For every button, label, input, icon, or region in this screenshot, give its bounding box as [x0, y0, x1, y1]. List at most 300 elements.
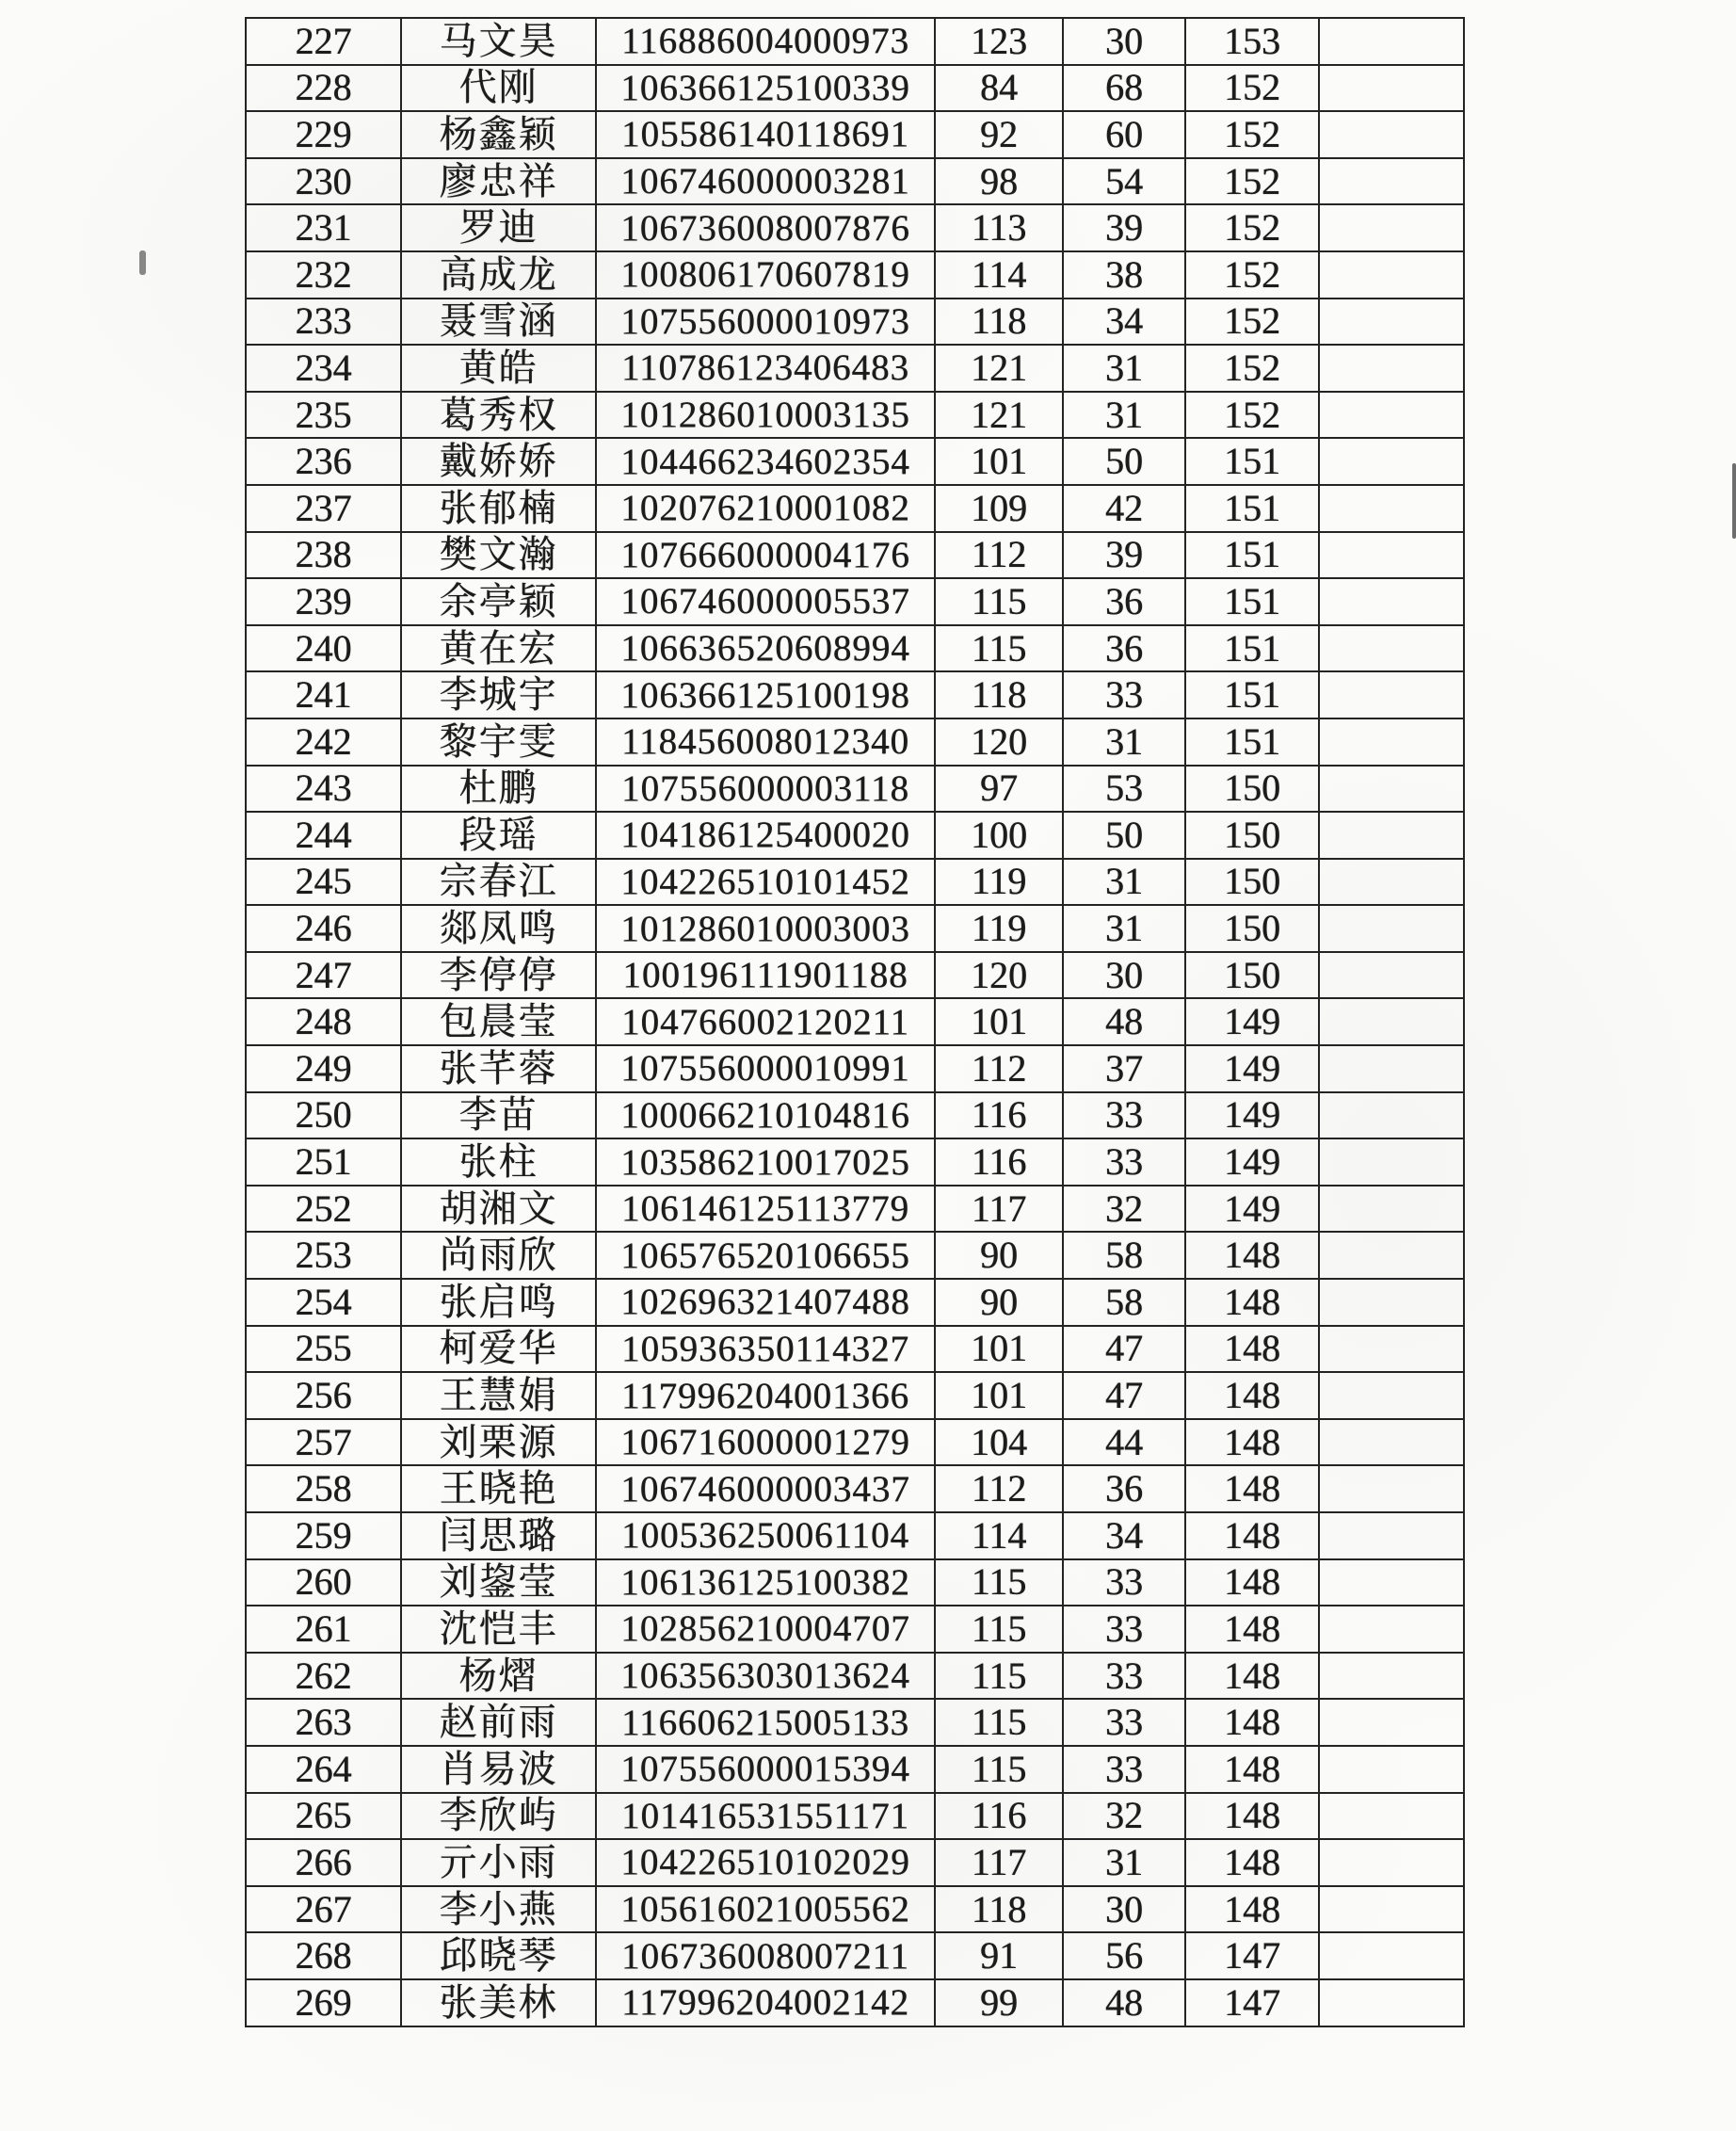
rank-cell: 239	[246, 578, 401, 625]
name-cell: 李苗	[401, 1092, 596, 1139]
blank-cell	[1319, 158, 1464, 205]
name-cell: 高成龙	[401, 251, 596, 299]
table-row	[246, 1559, 1464, 1606]
table-row	[246, 1186, 1464, 1233]
name-cell: 李小燕	[401, 1886, 596, 1933]
total-score-cell: 148	[1185, 1465, 1319, 1512]
exam-number-cell: 101286010003135	[596, 392, 935, 439]
exam-number-cell: 100536250061104	[596, 1512, 935, 1559]
table-row	[246, 1979, 1464, 2026]
total-score-cell: 152	[1185, 345, 1319, 392]
written-score-cell: 112	[935, 532, 1063, 579]
total-score-cell: 148	[1185, 1653, 1319, 1700]
written-score-cell: 117	[935, 1186, 1063, 1233]
table-row	[246, 625, 1464, 672]
name-cell: 尚雨欣	[401, 1232, 596, 1279]
blank-cell	[1319, 1326, 1464, 1373]
written-score-cell: 101	[935, 438, 1063, 485]
table-row	[246, 718, 1464, 766]
blank-cell	[1319, 65, 1464, 112]
rank-cell: 252	[246, 1186, 401, 1233]
written-score-cell: 112	[935, 1465, 1063, 1512]
rank-cell: 265	[246, 1793, 401, 1840]
score-table	[245, 17, 1465, 2027]
name-cell: 李欣屿	[401, 1793, 596, 1840]
blank-cell	[1319, 1606, 1464, 1653]
blank-cell	[1319, 625, 1464, 672]
written-score-cell: 112	[935, 1045, 1063, 1092]
exam-number-cell: 116606215005133	[596, 1699, 935, 1746]
total-score-cell: 148	[1185, 1839, 1319, 1886]
rank-cell: 256	[246, 1372, 401, 1419]
name-cell: 张芊蓉	[401, 1045, 596, 1092]
total-score-cell: 151	[1185, 718, 1319, 766]
interview-score-cell: 36	[1063, 625, 1185, 672]
name-cell: 郯凤鸣	[401, 905, 596, 952]
total-score-cell: 150	[1185, 766, 1319, 813]
exam-number-cell: 106136125100382	[596, 1559, 935, 1606]
exam-number-cell: 105586140118691	[596, 111, 935, 158]
table-row	[246, 65, 1464, 112]
name-cell: 段瑶	[401, 812, 596, 859]
total-score-cell: 148	[1185, 1746, 1319, 1793]
written-score-cell: 115	[935, 1653, 1063, 1700]
written-score-cell: 117	[935, 1839, 1063, 1886]
total-score-cell: 151	[1185, 578, 1319, 625]
rank-cell: 267	[246, 1886, 401, 1933]
rank-cell: 235	[246, 392, 401, 439]
exam-number-cell: 102856210004707	[596, 1606, 935, 1653]
blank-cell	[1319, 1465, 1464, 1512]
exam-number-cell: 102076210001082	[596, 485, 935, 532]
name-cell: 刘鋆莹	[401, 1559, 596, 1606]
blank-cell	[1319, 766, 1464, 813]
written-score-cell: 109	[935, 485, 1063, 532]
table-row	[246, 905, 1464, 952]
rank-cell: 233	[246, 299, 401, 346]
table-row	[246, 1092, 1464, 1139]
blank-cell	[1319, 718, 1464, 766]
rank-cell: 258	[246, 1465, 401, 1512]
name-cell: 杨鑫颖	[401, 111, 596, 158]
name-cell: 戴娇娇	[401, 438, 596, 485]
interview-score-cell: 30	[1063, 1886, 1185, 1933]
table-row	[246, 1465, 1464, 1512]
name-cell: 黎宇雯	[401, 718, 596, 766]
written-score-cell: 101	[935, 998, 1063, 1045]
total-score-cell: 152	[1185, 158, 1319, 205]
exam-number-cell: 106736008007211	[596, 1932, 935, 1979]
name-cell: 肖易波	[401, 1746, 596, 1793]
interview-score-cell: 34	[1063, 1512, 1185, 1559]
blank-cell	[1319, 1793, 1464, 1840]
rank-cell: 251	[246, 1138, 401, 1186]
written-score-cell: 114	[935, 1512, 1063, 1559]
name-cell: 赵前雨	[401, 1699, 596, 1746]
exam-number-cell: 116886004000973	[596, 18, 935, 65]
rank-cell: 261	[246, 1606, 401, 1653]
total-score-cell: 150	[1185, 859, 1319, 906]
rank-cell: 266	[246, 1839, 401, 1886]
exam-number-cell: 101416531551171	[596, 1793, 935, 1840]
interview-score-cell: 34	[1063, 299, 1185, 346]
interview-score-cell: 33	[1063, 1653, 1185, 1700]
rank-cell: 269	[246, 1979, 401, 2026]
interview-score-cell: 30	[1063, 18, 1185, 65]
rank-cell: 243	[246, 766, 401, 813]
table-row	[246, 158, 1464, 205]
exam-number-cell: 118456008012340	[596, 718, 935, 766]
table-row	[246, 1699, 1464, 1746]
rank-cell: 247	[246, 952, 401, 999]
name-cell: 李城宇	[401, 671, 596, 718]
blank-cell	[1319, 578, 1464, 625]
written-score-cell: 118	[935, 1886, 1063, 1933]
total-score-cell: 152	[1185, 251, 1319, 299]
name-cell: 王慧娟	[401, 1372, 596, 1419]
exam-number-cell: 106736008007876	[596, 204, 935, 251]
written-score-cell: 90	[935, 1279, 1063, 1326]
table-row	[246, 1886, 1464, 1933]
table-row	[246, 485, 1464, 532]
rank-cell: 260	[246, 1559, 401, 1606]
blank-cell	[1319, 1699, 1464, 1746]
interview-score-cell: 47	[1063, 1326, 1185, 1373]
exam-number-cell: 101286010003003	[596, 905, 935, 952]
name-cell: 刘栗源	[401, 1419, 596, 1466]
name-cell: 张美林	[401, 1979, 596, 2026]
total-score-cell: 148	[1185, 1606, 1319, 1653]
name-cell: 宗春江	[401, 859, 596, 906]
rank-cell: 246	[246, 905, 401, 952]
exam-number-cell: 110786123406483	[596, 345, 935, 392]
total-score-cell: 151	[1185, 625, 1319, 672]
rank-cell: 229	[246, 111, 401, 158]
total-score-cell: 148	[1185, 1326, 1319, 1373]
rank-cell: 257	[246, 1419, 401, 1466]
blank-cell	[1319, 1559, 1464, 1606]
name-cell: 闫思璐	[401, 1512, 596, 1559]
total-score-cell: 149	[1185, 1138, 1319, 1186]
exam-number-cell: 104466234602354	[596, 438, 935, 485]
rank-cell: 268	[246, 1932, 401, 1979]
written-score-cell: 115	[935, 1606, 1063, 1653]
interview-score-cell: 54	[1063, 158, 1185, 205]
interview-score-cell: 56	[1063, 1932, 1185, 1979]
total-score-cell: 149	[1185, 1186, 1319, 1233]
name-cell: 杨熠	[401, 1653, 596, 1700]
table-row	[246, 438, 1464, 485]
total-score-cell: 148	[1185, 1699, 1319, 1746]
rank-cell: 263	[246, 1699, 401, 1746]
rank-cell: 254	[246, 1279, 401, 1326]
name-cell: 黄在宏	[401, 625, 596, 672]
written-score-cell: 99	[935, 1979, 1063, 2026]
name-cell: 李停停	[401, 952, 596, 999]
written-score-cell: 90	[935, 1232, 1063, 1279]
interview-score-cell: 36	[1063, 1465, 1185, 1512]
blank-cell	[1319, 1138, 1464, 1186]
name-cell: 包晨莹	[401, 998, 596, 1045]
table-row	[246, 952, 1464, 999]
rank-cell: 259	[246, 1512, 401, 1559]
interview-score-cell: 50	[1063, 438, 1185, 485]
interview-score-cell: 31	[1063, 905, 1185, 952]
interview-score-cell: 33	[1063, 1559, 1185, 1606]
written-score-cell: 119	[935, 859, 1063, 906]
blank-cell	[1319, 1979, 1464, 2026]
blank-cell	[1319, 111, 1464, 158]
blank-cell	[1319, 671, 1464, 718]
table-row	[246, 578, 1464, 625]
table-row	[246, 532, 1464, 579]
table-row	[246, 392, 1464, 439]
name-cell: 邱晓琴	[401, 1932, 596, 1979]
rank-cell: 253	[246, 1232, 401, 1279]
blank-cell	[1319, 859, 1464, 906]
interview-score-cell: 32	[1063, 1793, 1185, 1840]
exam-number-cell: 106356303013624	[596, 1653, 935, 1700]
blank-cell	[1319, 812, 1464, 859]
name-cell: 余亭颖	[401, 578, 596, 625]
rank-cell: 250	[246, 1092, 401, 1139]
interview-score-cell: 31	[1063, 345, 1185, 392]
written-score-cell: 92	[935, 111, 1063, 158]
exam-number-cell: 104766002120211	[596, 998, 935, 1045]
total-score-cell: 152	[1185, 299, 1319, 346]
table-row	[246, 1138, 1464, 1186]
total-score-cell: 149	[1185, 1092, 1319, 1139]
exam-number-cell: 106366125100198	[596, 671, 935, 718]
exam-number-cell: 102696321407488	[596, 1279, 935, 1326]
total-score-cell: 151	[1185, 671, 1319, 718]
name-cell: 马文昊	[401, 18, 596, 65]
rank-cell: 249	[246, 1045, 401, 1092]
exam-number-cell: 105936350114327	[596, 1326, 935, 1373]
total-score-cell: 148	[1185, 1419, 1319, 1466]
rank-cell: 240	[246, 625, 401, 672]
table-row	[246, 111, 1464, 158]
blank-cell	[1319, 1419, 1464, 1466]
blank-cell	[1319, 1279, 1464, 1326]
interview-score-cell: 33	[1063, 1092, 1185, 1139]
blank-cell	[1319, 18, 1464, 65]
table-row	[246, 1793, 1464, 1840]
rank-cell: 228	[246, 65, 401, 112]
name-cell: 樊文瀚	[401, 532, 596, 579]
interview-score-cell: 36	[1063, 578, 1185, 625]
blank-cell	[1319, 905, 1464, 952]
written-score-cell: 100	[935, 812, 1063, 859]
rank-cell: 231	[246, 204, 401, 251]
total-score-cell: 151	[1185, 532, 1319, 579]
table-row	[246, 1326, 1464, 1373]
name-cell: 代刚	[401, 65, 596, 112]
written-score-cell: 114	[935, 251, 1063, 299]
written-score-cell: 115	[935, 625, 1063, 672]
total-score-cell: 150	[1185, 952, 1319, 999]
blank-cell	[1319, 1512, 1464, 1559]
written-score-cell: 115	[935, 1699, 1063, 1746]
rank-cell: 245	[246, 859, 401, 906]
rank-cell: 232	[246, 251, 401, 299]
exam-number-cell: 104226510102029	[596, 1839, 935, 1886]
interview-score-cell: 44	[1063, 1419, 1185, 1466]
name-cell: 张郁楠	[401, 485, 596, 532]
name-cell: 王晓艳	[401, 1465, 596, 1512]
blank-cell	[1319, 1746, 1464, 1793]
name-cell: 黄皓	[401, 345, 596, 392]
table-row	[246, 299, 1464, 346]
total-score-cell: 147	[1185, 1932, 1319, 1979]
written-score-cell: 97	[935, 766, 1063, 813]
total-score-cell: 152	[1185, 65, 1319, 112]
table-row	[246, 345, 1464, 392]
interview-score-cell: 31	[1063, 859, 1185, 906]
interview-score-cell: 60	[1063, 111, 1185, 158]
interview-score-cell: 50	[1063, 812, 1185, 859]
table-row	[246, 1746, 1464, 1793]
scan-artifact-right-edge	[1732, 463, 1736, 539]
interview-score-cell: 31	[1063, 1839, 1185, 1886]
blank-cell	[1319, 204, 1464, 251]
name-cell: 廖忠祥	[401, 158, 596, 205]
written-score-cell: 121	[935, 345, 1063, 392]
written-score-cell: 116	[935, 1138, 1063, 1186]
blank-cell	[1319, 1372, 1464, 1419]
exam-number-cell: 107556000003118	[596, 766, 935, 813]
total-score-cell: 151	[1185, 485, 1319, 532]
exam-number-cell: 106746000003437	[596, 1465, 935, 1512]
interview-score-cell: 30	[1063, 952, 1185, 999]
table-row	[246, 1279, 1464, 1326]
rank-cell: 255	[246, 1326, 401, 1373]
rank-cell: 248	[246, 998, 401, 1045]
name-cell: 葛秀权	[401, 392, 596, 439]
written-score-cell: 120	[935, 718, 1063, 766]
table-row	[246, 1653, 1464, 1700]
rank-cell: 227	[246, 18, 401, 65]
interview-score-cell: 53	[1063, 766, 1185, 813]
rank-cell: 234	[246, 345, 401, 392]
rank-cell: 238	[246, 532, 401, 579]
rank-cell: 230	[246, 158, 401, 205]
exam-number-cell: 106746000005537	[596, 578, 935, 625]
name-cell: 张柱	[401, 1138, 596, 1186]
total-score-cell: 148	[1185, 1512, 1319, 1559]
written-score-cell: 119	[935, 905, 1063, 952]
exam-number-cell: 106146125113779	[596, 1186, 935, 1233]
exam-number-cell: 105616021005562	[596, 1886, 935, 1933]
written-score-cell: 91	[935, 1932, 1063, 1979]
blank-cell	[1319, 1653, 1464, 1700]
written-score-cell: 116	[935, 1092, 1063, 1139]
total-score-cell: 147	[1185, 1979, 1319, 2026]
blank-cell	[1319, 392, 1464, 439]
score-table-body	[246, 18, 1464, 2026]
interview-score-cell: 33	[1063, 1138, 1185, 1186]
interview-score-cell: 39	[1063, 532, 1185, 579]
interview-score-cell: 31	[1063, 392, 1185, 439]
table-row	[246, 251, 1464, 299]
exam-number-cell: 100066210104816	[596, 1092, 935, 1139]
total-score-cell: 148	[1185, 1559, 1319, 1606]
name-cell: 沈恺丰	[401, 1606, 596, 1653]
interview-score-cell: 48	[1063, 998, 1185, 1045]
total-score-cell: 150	[1185, 905, 1319, 952]
interview-score-cell: 38	[1063, 251, 1185, 299]
blank-cell	[1319, 1232, 1464, 1279]
interview-score-cell: 58	[1063, 1232, 1185, 1279]
interview-score-cell: 31	[1063, 718, 1185, 766]
blank-cell	[1319, 1886, 1464, 1933]
written-score-cell: 101	[935, 1372, 1063, 1419]
written-score-cell: 116	[935, 1793, 1063, 1840]
table-row	[246, 1232, 1464, 1279]
total-score-cell: 148	[1185, 1279, 1319, 1326]
interview-score-cell: 33	[1063, 671, 1185, 718]
written-score-cell: 115	[935, 1746, 1063, 1793]
table-row	[246, 671, 1464, 718]
interview-score-cell: 33	[1063, 1606, 1185, 1653]
written-score-cell: 115	[935, 578, 1063, 625]
rank-cell: 241	[246, 671, 401, 718]
exam-number-cell: 107556000010973	[596, 299, 935, 346]
exam-number-cell: 104226510101452	[596, 859, 935, 906]
total-score-cell: 148	[1185, 1793, 1319, 1840]
exam-number-cell: 106716000001279	[596, 1419, 935, 1466]
table-row	[246, 812, 1464, 859]
table-row	[246, 1512, 1464, 1559]
table-row	[246, 1606, 1464, 1653]
written-score-cell: 104	[935, 1419, 1063, 1466]
exam-number-cell: 106636520608994	[596, 625, 935, 672]
rank-cell: 262	[246, 1653, 401, 1700]
total-score-cell: 152	[1185, 204, 1319, 251]
exam-number-cell: 107666000004176	[596, 532, 935, 579]
table-row	[246, 204, 1464, 251]
name-cell: 柯爱华	[401, 1326, 596, 1373]
interview-score-cell: 58	[1063, 1279, 1185, 1326]
name-cell: 胡湘文	[401, 1186, 596, 1233]
name-cell: 杜鹏	[401, 766, 596, 813]
rank-cell: 244	[246, 812, 401, 859]
name-cell: 亓小雨	[401, 1839, 596, 1886]
interview-score-cell: 37	[1063, 1045, 1185, 1092]
written-score-cell: 121	[935, 392, 1063, 439]
written-score-cell: 101	[935, 1326, 1063, 1373]
interview-score-cell: 48	[1063, 1979, 1185, 2026]
exam-number-cell: 106746000003281	[596, 158, 935, 205]
written-score-cell: 120	[935, 952, 1063, 999]
scan-artifact-left-smudge	[139, 250, 146, 275]
written-score-cell: 118	[935, 299, 1063, 346]
rank-cell: 264	[246, 1746, 401, 1793]
written-score-cell: 118	[935, 671, 1063, 718]
table-row	[246, 766, 1464, 813]
table-row	[246, 1419, 1464, 1466]
exam-number-cell: 104186125400020	[596, 812, 935, 859]
interview-score-cell: 33	[1063, 1746, 1185, 1793]
name-cell: 罗迪	[401, 204, 596, 251]
total-score-cell: 151	[1185, 438, 1319, 485]
exam-number-cell: 106576520106655	[596, 1232, 935, 1279]
exam-number-cell: 100196111901188	[596, 952, 935, 999]
exam-number-cell: 100806170607819	[596, 251, 935, 299]
interview-score-cell: 33	[1063, 1699, 1185, 1746]
total-score-cell: 149	[1185, 1045, 1319, 1092]
table-row	[246, 18, 1464, 65]
